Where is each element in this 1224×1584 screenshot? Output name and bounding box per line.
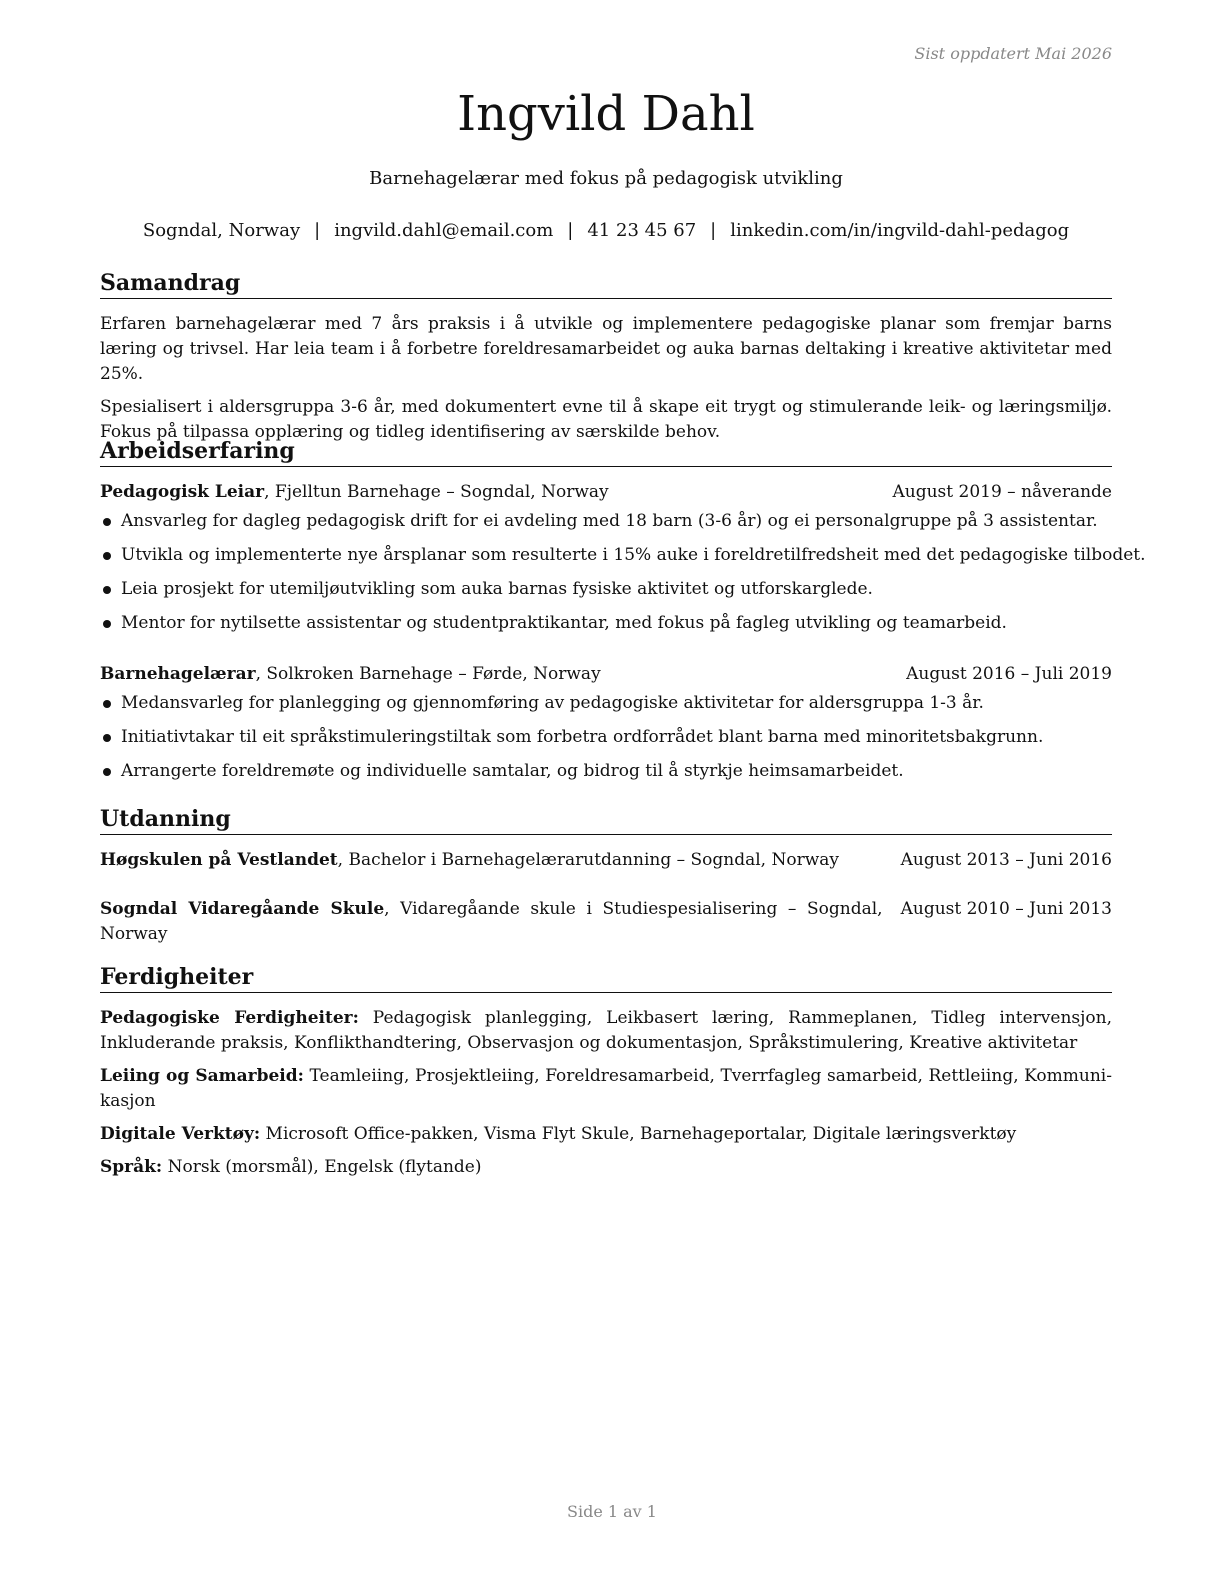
section-title: Samandrag [100,270,1112,299]
job-entry [100,480,1146,645]
list-item: Arrangerte foreldremøte og individuelle samtalar, og bidrog til å styrkje heimsamarbeidet. [100,759,1112,793]
education-entry [100,848,1112,873]
job-role: Pedagogisk Leiar [100,482,265,503]
job-org: , Fjelltun Barnehage – Sogndal, Norway [264,482,609,503]
job-bullets [100,691,1112,793]
bullet-icon [103,586,111,594]
experience-section [100,438,1146,793]
list-item: Leia prosjekt for utemiljøutvikling som auka barnas fysiske aktivitet og utforskarglede. [100,577,1112,611]
skill-value: Teamleiing, Prosjektleiing, Foreldresamarbeid, Tverrfagleg samarbeid, Rettleiing, Kommunikasjon [100,1066,1112,1112]
school-name: Sogndal Vidaregåande Skule [100,899,385,920]
skill-label: Pedagogiske Ferdigheiter: [100,1008,359,1029]
bullet-icon [103,768,111,776]
skill-label: Leiing og Samarbeid: [100,1066,304,1087]
skill-group [100,1155,1112,1180]
contact-separator: | [710,220,717,241]
skill-group [100,1006,1112,1056]
skill-group [100,1122,1112,1147]
section-title: Arbeidserfaring [100,438,1112,467]
contact-location: Sogndal, Norway [142,220,301,241]
tagline: Barnehagelærar med fokus på pedagogisk utvikling [369,168,843,189]
job-header [100,480,1112,505]
page-number: Side 1 av 1 [567,1502,657,1521]
last-updated: Sist oppdatert Mai 2026 [914,44,1112,63]
job-dates: August 2019 – nåverande [892,482,1112,503]
job-entry [100,662,1112,793]
job-bullets [100,509,1146,645]
education-dates: August 2013 – Juni 2016 [900,850,1112,871]
skill-label: Digitale Verktøy: [100,1124,261,1145]
summary-paragraph: Erfaren barnehagelærar med 7 års praksis i å utvikle og implementere pedagogiske planar som fremjar barns læring og trivsel. Har leia team i å forbetre foreldresamarbeidet og auka barnas deltaking i kreative aktivitetar med 25%. [100,314,1112,385]
contact-separator: | [314,220,321,241]
section-title: Ferdigheiter [100,964,1112,993]
bullet-icon [103,700,111,708]
education-entry [100,897,1112,947]
education-dates: August 2010 – Juni 2013 [900,899,1112,920]
contact-linkedin[interactable]: linkedin.com/in/ingvild-dahl-pedagog [730,220,1070,241]
contact-separator: | [567,220,574,241]
list-item: Medansvarleg for planlegging og gjennomføring av pedagogiske aktivitetar for aldersgruppa 1-3 år. [100,691,1112,725]
list-item: Ansvarleg for dagleg pedagogisk drift for ei avdeling med 18 barn (3-6 år) og ei personalgruppe på 3 assistentar. [100,509,1112,543]
job-header [100,662,1112,687]
list-item: Utvikla og implementerte nye årsplanar som resulterte i 15% auke i foreldretilfredsheit med det pedagogiske tilbodet. [100,543,1112,577]
contact-email[interactable]: ingvild.dahl@email.com [334,220,554,241]
bullet-icon [103,620,111,628]
contact-phone: 41 23 45 67 [587,220,697,241]
school-name: Høgskulen på Vestlandet [100,850,338,871]
job-org: , Solkroken Barnehage – Førde, Norway [255,664,601,685]
contact-line [100,220,1112,241]
education-section [100,806,1112,947]
summary-paragraph: Spesialisert i aldersgruppa 3-6 år, med dokumentert evne til å skape eit trygt og stimulerande leik- og læringsmiljø. Fokus på tilpassa opplæring og tidleg identifisering av særskilde behov. [100,397,1112,443]
skill-label: Språk: [100,1157,163,1178]
job-dates: August 2016 – Juli 2019 [906,664,1112,685]
candidate-name: Ingvild Dahl [457,86,755,142]
job-role: Barnehagelærar [100,664,256,685]
section-title: Utdanning [100,806,1112,835]
skill-value: Pedagogisk planlegging, Leikbasert læring, Rammeplanen, Tidleg intervensjon, Inkluderande praksis, Konflikthandtering, Observasjon og dokumentasjon, Språkstimulering, Kreative aktivitetar [100,1008,1112,1054]
school-detail: , Bachelor i Barnehagelærarutdanning – Sogndal, Norway [337,850,840,871]
skill-value: Norsk (morsmål), Engelsk (flytande) [162,1157,482,1178]
school-detail: , Vidaregåande skule i Studiespesialisering – Sogndal, Norway [100,899,883,945]
skill-group [100,1064,1112,1114]
summary-section [100,270,1112,445]
skills-section [100,964,1112,1180]
bullet-icon [103,734,111,742]
bullet-icon [103,552,111,560]
list-item: Mentor for nytilsette assistentar og studentpraktikantar, med fokus på fagleg utvikling og teamarbeid. [100,611,1112,645]
bullet-icon [103,518,111,526]
skill-value: Microsoft Office-pakken, Visma Flyt Skule, Barnehageportalar, Digitale læringsverktøy [260,1124,1017,1145]
list-item: Initiativtakar til eit språkstimuleringstiltak som forbetra ordforrådet blant barna med minoritetsbakgrunn. [100,725,1112,759]
